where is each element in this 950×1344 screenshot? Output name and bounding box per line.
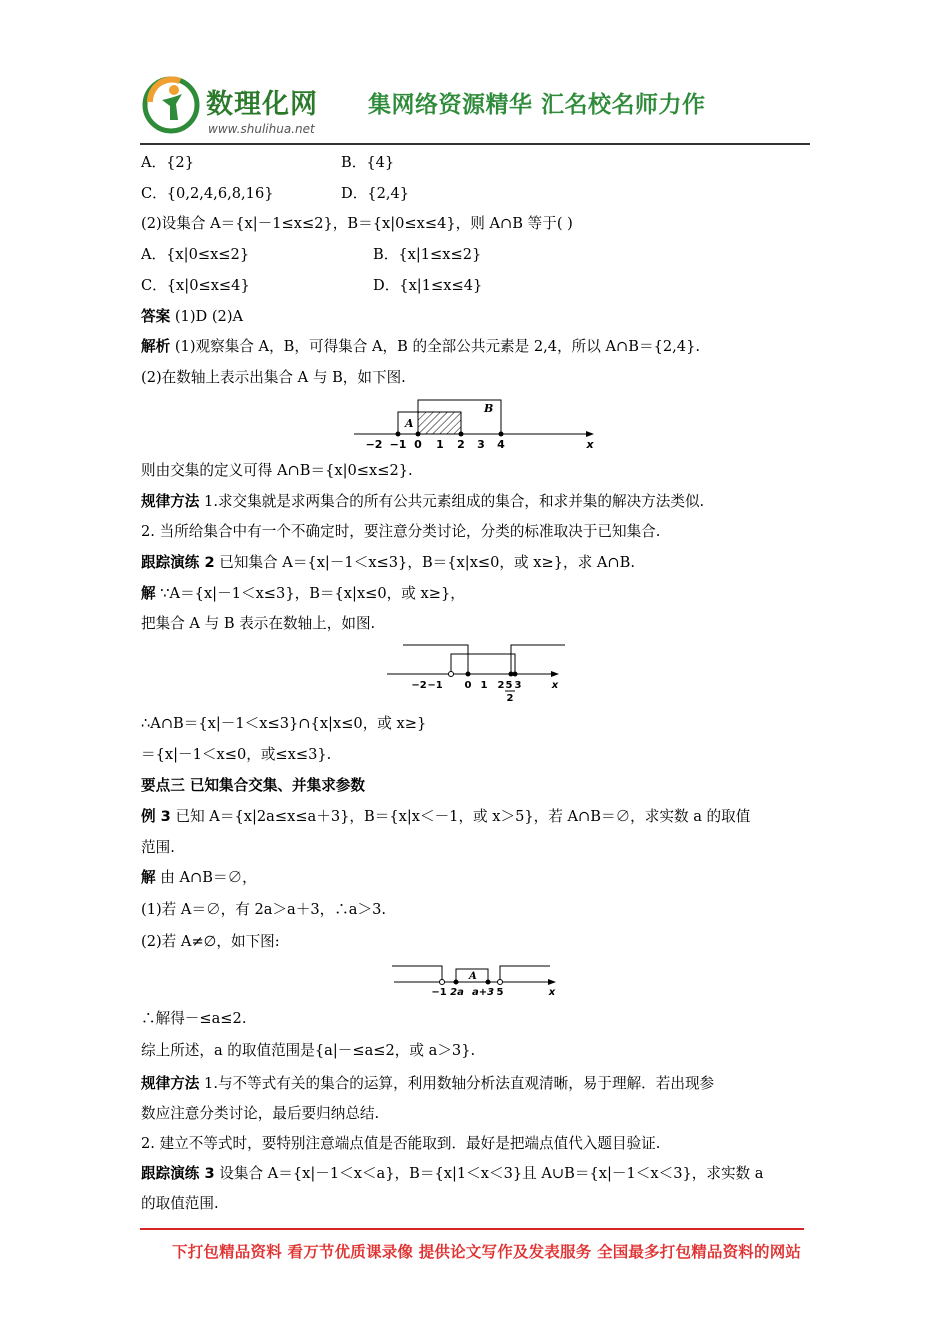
section-heading bbox=[141, 777, 365, 795]
tick-label: −2 bbox=[365, 438, 383, 451]
practice-3-line bbox=[141, 1165, 763, 1183]
solution-3-line bbox=[141, 869, 257, 887]
example-3-line bbox=[141, 808, 750, 826]
brand-name: 数理化网 bbox=[206, 89, 318, 120]
practice-2-line bbox=[141, 554, 635, 572]
slogan: 集网络资源精华 汇名校名师力作 bbox=[368, 92, 706, 118]
conclusion-1: 则由交集的定义可得 A∩B＝{x|0≤x≤2}. bbox=[141, 462, 413, 479]
practice-2-label: 跟踪演练 2 bbox=[141, 554, 215, 571]
example-3-text-2: 范围. bbox=[141, 839, 175, 856]
result-line-2: ＝{x|－1＜x≤0，或≤x≤3}. bbox=[141, 746, 332, 763]
option-a: A．{2} bbox=[141, 154, 194, 171]
tick-label: a+3 bbox=[471, 987, 495, 998]
solution-3-text: 由 A∩B＝∅， bbox=[155, 869, 257, 886]
method-2-text: 1.与不等式有关的集合的运算，利用数轴分析法直观清晰，易于理解．若出现参 bbox=[199, 1075, 715, 1092]
axis-label: x bbox=[586, 438, 594, 451]
option-b: B．{x|1≤x≤2} bbox=[373, 246, 482, 263]
practice-3-text-2: 的取值范围. bbox=[141, 1195, 219, 1212]
solution-label: 解 bbox=[141, 585, 156, 602]
practice-3-text: 设集合 A＝{x|－1＜x＜a}，B＝{x|1＜x＜3}且 A∪B＝{x|－1＜x＜3}，求实数 a bbox=[214, 1165, 764, 1182]
option-b: B．{4} bbox=[341, 154, 395, 171]
tick-label: −1 bbox=[431, 987, 447, 998]
analysis-label: 解析 bbox=[141, 338, 171, 355]
header-rule bbox=[140, 143, 810, 145]
option-c: C．{x|0≤x≤4} bbox=[141, 277, 250, 294]
tick-label: −2 bbox=[411, 680, 427, 691]
analysis-line bbox=[141, 338, 700, 356]
method-text-2: 2. 当所给集合中有一个不确定时，要注意分类讨论，分类的标准取决于已知集合. bbox=[141, 523, 661, 540]
solution-3-label: 解 bbox=[141, 869, 156, 886]
tick-label: 2 bbox=[497, 680, 505, 691]
tick-label: 5 bbox=[505, 680, 513, 691]
answer-text: (1)D (2)A bbox=[170, 308, 244, 325]
axis-label: x bbox=[548, 987, 556, 998]
axis-label: x bbox=[551, 680, 559, 691]
method-2-label: 规律方法 bbox=[141, 1075, 200, 1092]
method-line bbox=[141, 493, 704, 511]
tick-label: 2a bbox=[450, 987, 464, 998]
logo-icon bbox=[140, 72, 202, 134]
question-2: (2)设集合 A＝{x|－1≤x≤2}，B＝{x|0≤x≤4}，则 A∩B 等于( ) bbox=[141, 215, 573, 232]
number-line-figure-2 bbox=[385, 640, 570, 706]
option-d: D．{2,4} bbox=[341, 185, 410, 202]
section-title: 要点三 已知集合交集、并集求参数 bbox=[141, 777, 365, 794]
fraction-denominator: 2 bbox=[506, 693, 514, 704]
set-b-label: B bbox=[484, 402, 494, 415]
case-1: (1)若 A＝∅，有 2a＞a＋3，∴a＞3. bbox=[141, 901, 387, 918]
tick-label: 0 bbox=[464, 680, 472, 691]
tick-label: 1 bbox=[436, 438, 444, 451]
solution-text-2: 把集合 A 与 B 表示在数轴上，如图. bbox=[141, 615, 376, 632]
number-line-figure-1 bbox=[350, 396, 600, 454]
analysis-text: (1)观察集合 A，B，可得集合 A，B 的全部公共元素是 2,4，所以 A∩B＝{2,4}. bbox=[170, 338, 701, 355]
tick-label: −1 bbox=[427, 680, 443, 691]
option-c: C．{0,2,4,6,8,16} bbox=[141, 185, 274, 202]
tick-label: 3 bbox=[514, 680, 522, 691]
method-2-text-3: 2. 建立不等式时，要特别注意端点值是否能取到．最好是把端点值代入题目验证. bbox=[141, 1135, 661, 1152]
tick-label: 0 bbox=[414, 438, 422, 451]
tick-label: −1 bbox=[389, 438, 407, 451]
footer-rule bbox=[140, 1228, 804, 1230]
solution-text: ∵A＝{x|－1＜x≤3}，B＝{x|x≤0，或 x≥}， bbox=[155, 585, 465, 602]
tick-label: 5 bbox=[496, 987, 504, 998]
practice-2-text: 已知集合 A＝{x|－1＜x≤3}，B＝{x|x≤0，或 x≥}，求 A∩B. bbox=[214, 554, 635, 571]
tick-label: 2 bbox=[457, 438, 465, 451]
solve-result: ∴解得－≤a≤2. bbox=[141, 1010, 247, 1027]
case-2: (2)若 A≠∅，如下图: bbox=[141, 933, 280, 950]
answer-line bbox=[141, 308, 243, 326]
tick-label: 4 bbox=[497, 438, 505, 451]
site-url[interactable]: www.shulihua.net bbox=[208, 122, 315, 136]
option-d: D．{x|1≤x≤4} bbox=[373, 277, 483, 294]
answer-label: 答案 bbox=[141, 308, 171, 325]
method-2-line bbox=[141, 1075, 714, 1093]
analysis-text-2: (2)在数轴上表示出集合 A 与 B，如下图. bbox=[141, 369, 406, 386]
set-a-label: A bbox=[469, 971, 477, 982]
number-line-figure-3 bbox=[392, 960, 567, 1000]
practice-3-label: 跟踪演练 3 bbox=[141, 1165, 215, 1182]
tick-label: 1 bbox=[480, 680, 488, 691]
set-a-label: A bbox=[405, 417, 414, 430]
option-a: A．{x|0≤x≤2} bbox=[141, 246, 250, 263]
solution-line bbox=[141, 585, 465, 603]
example-3-text: 已知 A＝{x|2a≤x≤a＋3}，B＝{x|x＜－1，或 x＞5}，若 A∩B＝∅，求实数 a 的取值 bbox=[170, 808, 751, 825]
example-3-label: 例 3 bbox=[141, 808, 171, 825]
method-2-text-2: 数应注意分类讨论，最后要归纳总结. bbox=[141, 1105, 380, 1122]
tick-label: 3 bbox=[477, 438, 485, 451]
footer-banner[interactable]: 下打包精品资料 看万节优质课录像 提供论文写作及发表服务 全国最多打包精品资料的网站 bbox=[172, 1243, 802, 1261]
summary: 综上所述，a 的取值范围是{a|－≤a≤2，或 a＞3}. bbox=[141, 1042, 476, 1059]
method-label: 规律方法 bbox=[141, 493, 200, 510]
result-line-1: ∴A∩B＝{x|－1＜x≤3}∩{x|x≤0，或 x≥} bbox=[141, 715, 427, 732]
method-text: 1.求交集就是求两集合的所有公共元素组成的集合，和求并集的解决方法类似. bbox=[199, 493, 705, 510]
header bbox=[140, 72, 810, 144]
